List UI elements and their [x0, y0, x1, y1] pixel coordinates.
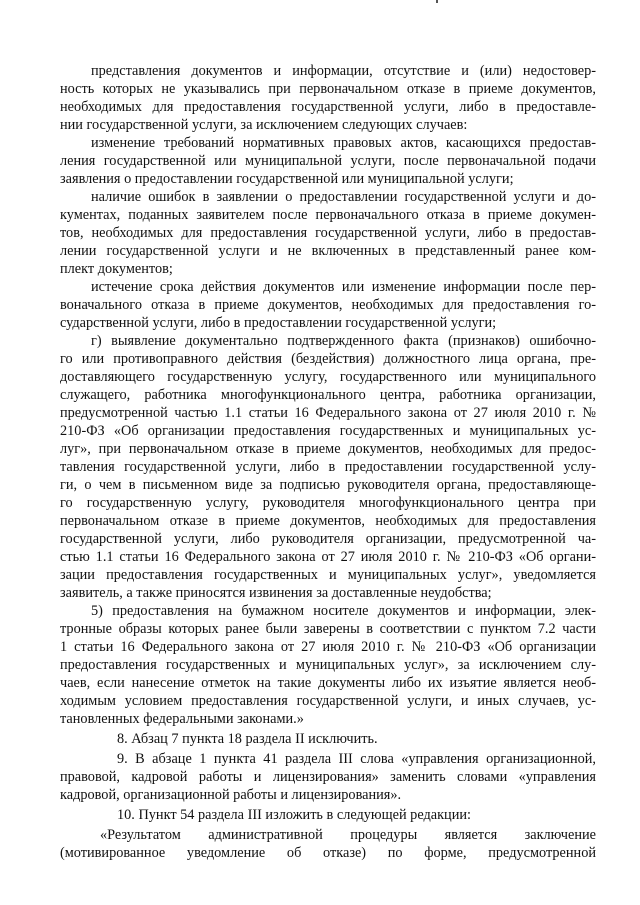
text-line: заявитель, а также приносятся извинения за доставленные неудобства; [60, 585, 492, 601]
text-line: нии государственной услуги, за исключением следующих случаев: [60, 117, 468, 133]
text-line: предусмотренной частью 1.1 статьи 16 Федерального закона от 27 июля 2010 г. № [60, 405, 596, 421]
text-line: плект документов; [60, 261, 173, 277]
text-line: лении государственной услуги и не включенных в представленный ранее ком- [60, 243, 596, 259]
text-line: первоначальном отказе в приеме документов, необходимых для предоставления [60, 513, 596, 529]
text-line: го или противоправного действия (бездействия) должностного лица органа, пре- [60, 351, 596, 367]
text-line: го государственную услугу, руководителя многофункционального центра при [60, 495, 596, 511]
text-line: 9. В абзаце 1 пункта 41 раздела III слова «управления организационной, [117, 751, 596, 767]
text-line: тавления государственной услуги, либо в предоставлении государственной услу- [60, 459, 596, 475]
text-line: луг», при первоначальном отказе в приеме документов, необходимых для предос- [60, 441, 596, 457]
text-line: необходимых для предоставления государственной услуги, либо в предоставле- [60, 99, 596, 115]
text-line: государственной услуги, либо руководителя организации, предусмотренной ча- [60, 531, 596, 547]
text-line: (мотивированное уведомление об отказе) по форме, предусмотренной [60, 845, 596, 861]
text-line: г) выявление документально подтвержденного факта (признаков) ошибочно- [91, 333, 596, 349]
text-line: наличие ошибок в заявлении о предоставлении государственной услуги и до- [91, 189, 596, 205]
text-line: 10. Пункт 54 раздела III изложить в следующей редакции: [117, 807, 471, 823]
text-line: 1 статьи 16 Федерального закона от 27 июля 2010 г. № 210-ФЗ «Об организации [60, 639, 596, 655]
text-line: ность которых не указывались при первоначальном отказе в приеме документов, [60, 81, 596, 97]
text-line: 5) предоставления на бумажном носителе документов и информации, элек- [91, 603, 596, 619]
text-line: ходимым условием предоставления государственной услуги, и иных случаев, ус- [60, 693, 596, 709]
text-line: доставляющего государственную услугу, государственного или муниципального [60, 369, 596, 385]
text-line: заявления о предоставлении государственной или муниципальной услуги; [60, 171, 514, 187]
text-line: служащего, работника многофункционального центра, работника организации, [60, 387, 596, 403]
text-line: тов, необходимых для предоставления государственной услуги, либо в предостав- [60, 225, 596, 241]
text-line: «Результатом административной процедуры является заключение [100, 827, 596, 843]
text-line: кументах, поданных заявителем после первоначального отказа в приеме докумен- [60, 207, 596, 223]
text-line: кадровой, организационной работы и лицензирования». [60, 787, 402, 803]
text-line: правовой, кадровой работы и лицензирования» заменить словами «управления [60, 769, 596, 785]
text-line: ления государственной или муниципальной услуги, после первоначальной подачи [60, 153, 596, 169]
text-line: ги, о чем в письменном виде за подписью руководителя органа, предоставляюще- [60, 477, 596, 493]
text-line: представления документов и информации, отсутствие и (или) недостовер- [91, 63, 596, 79]
text-line: тановленных федеральными законами.» [60, 711, 304, 727]
text-line: стью 1.1 статьи 16 Федерального закона от 27 июля 2010 г. № 210-ФЗ «Об органи- [60, 549, 596, 565]
text-line: чаев, если нанесение отметок на такие документы либо их изъятие является необ- [60, 675, 596, 691]
text-line: 8. Абзац 7 пункта 18 раздела II исключить. [117, 731, 378, 747]
text-line: изменение требований нормативных правовых актов, касающихся предостав- [91, 135, 596, 151]
text-line: зации предоставления государственных и муниципальных услуг», уведомляется [60, 567, 596, 583]
scan-mark [436, 0, 438, 3]
text-line: 210-ФЗ «Об организации предоставления государственных и муниципальных ус- [60, 423, 596, 439]
text-line: воначального отказа в приеме документов, необходимых для предоставления го- [60, 297, 596, 313]
text-line: предоставления государственных и муниципальных услуг», за исключением слу- [60, 657, 596, 673]
text-line: тронные образы которых ранее были заверены в соответствии с пунктом 7.2 части [60, 621, 596, 637]
text-line: истечение срока действия документов или изменение информации после пер- [91, 279, 596, 295]
text-line: сударственной услуги, либо в предоставлении государственной услуги; [60, 315, 497, 331]
